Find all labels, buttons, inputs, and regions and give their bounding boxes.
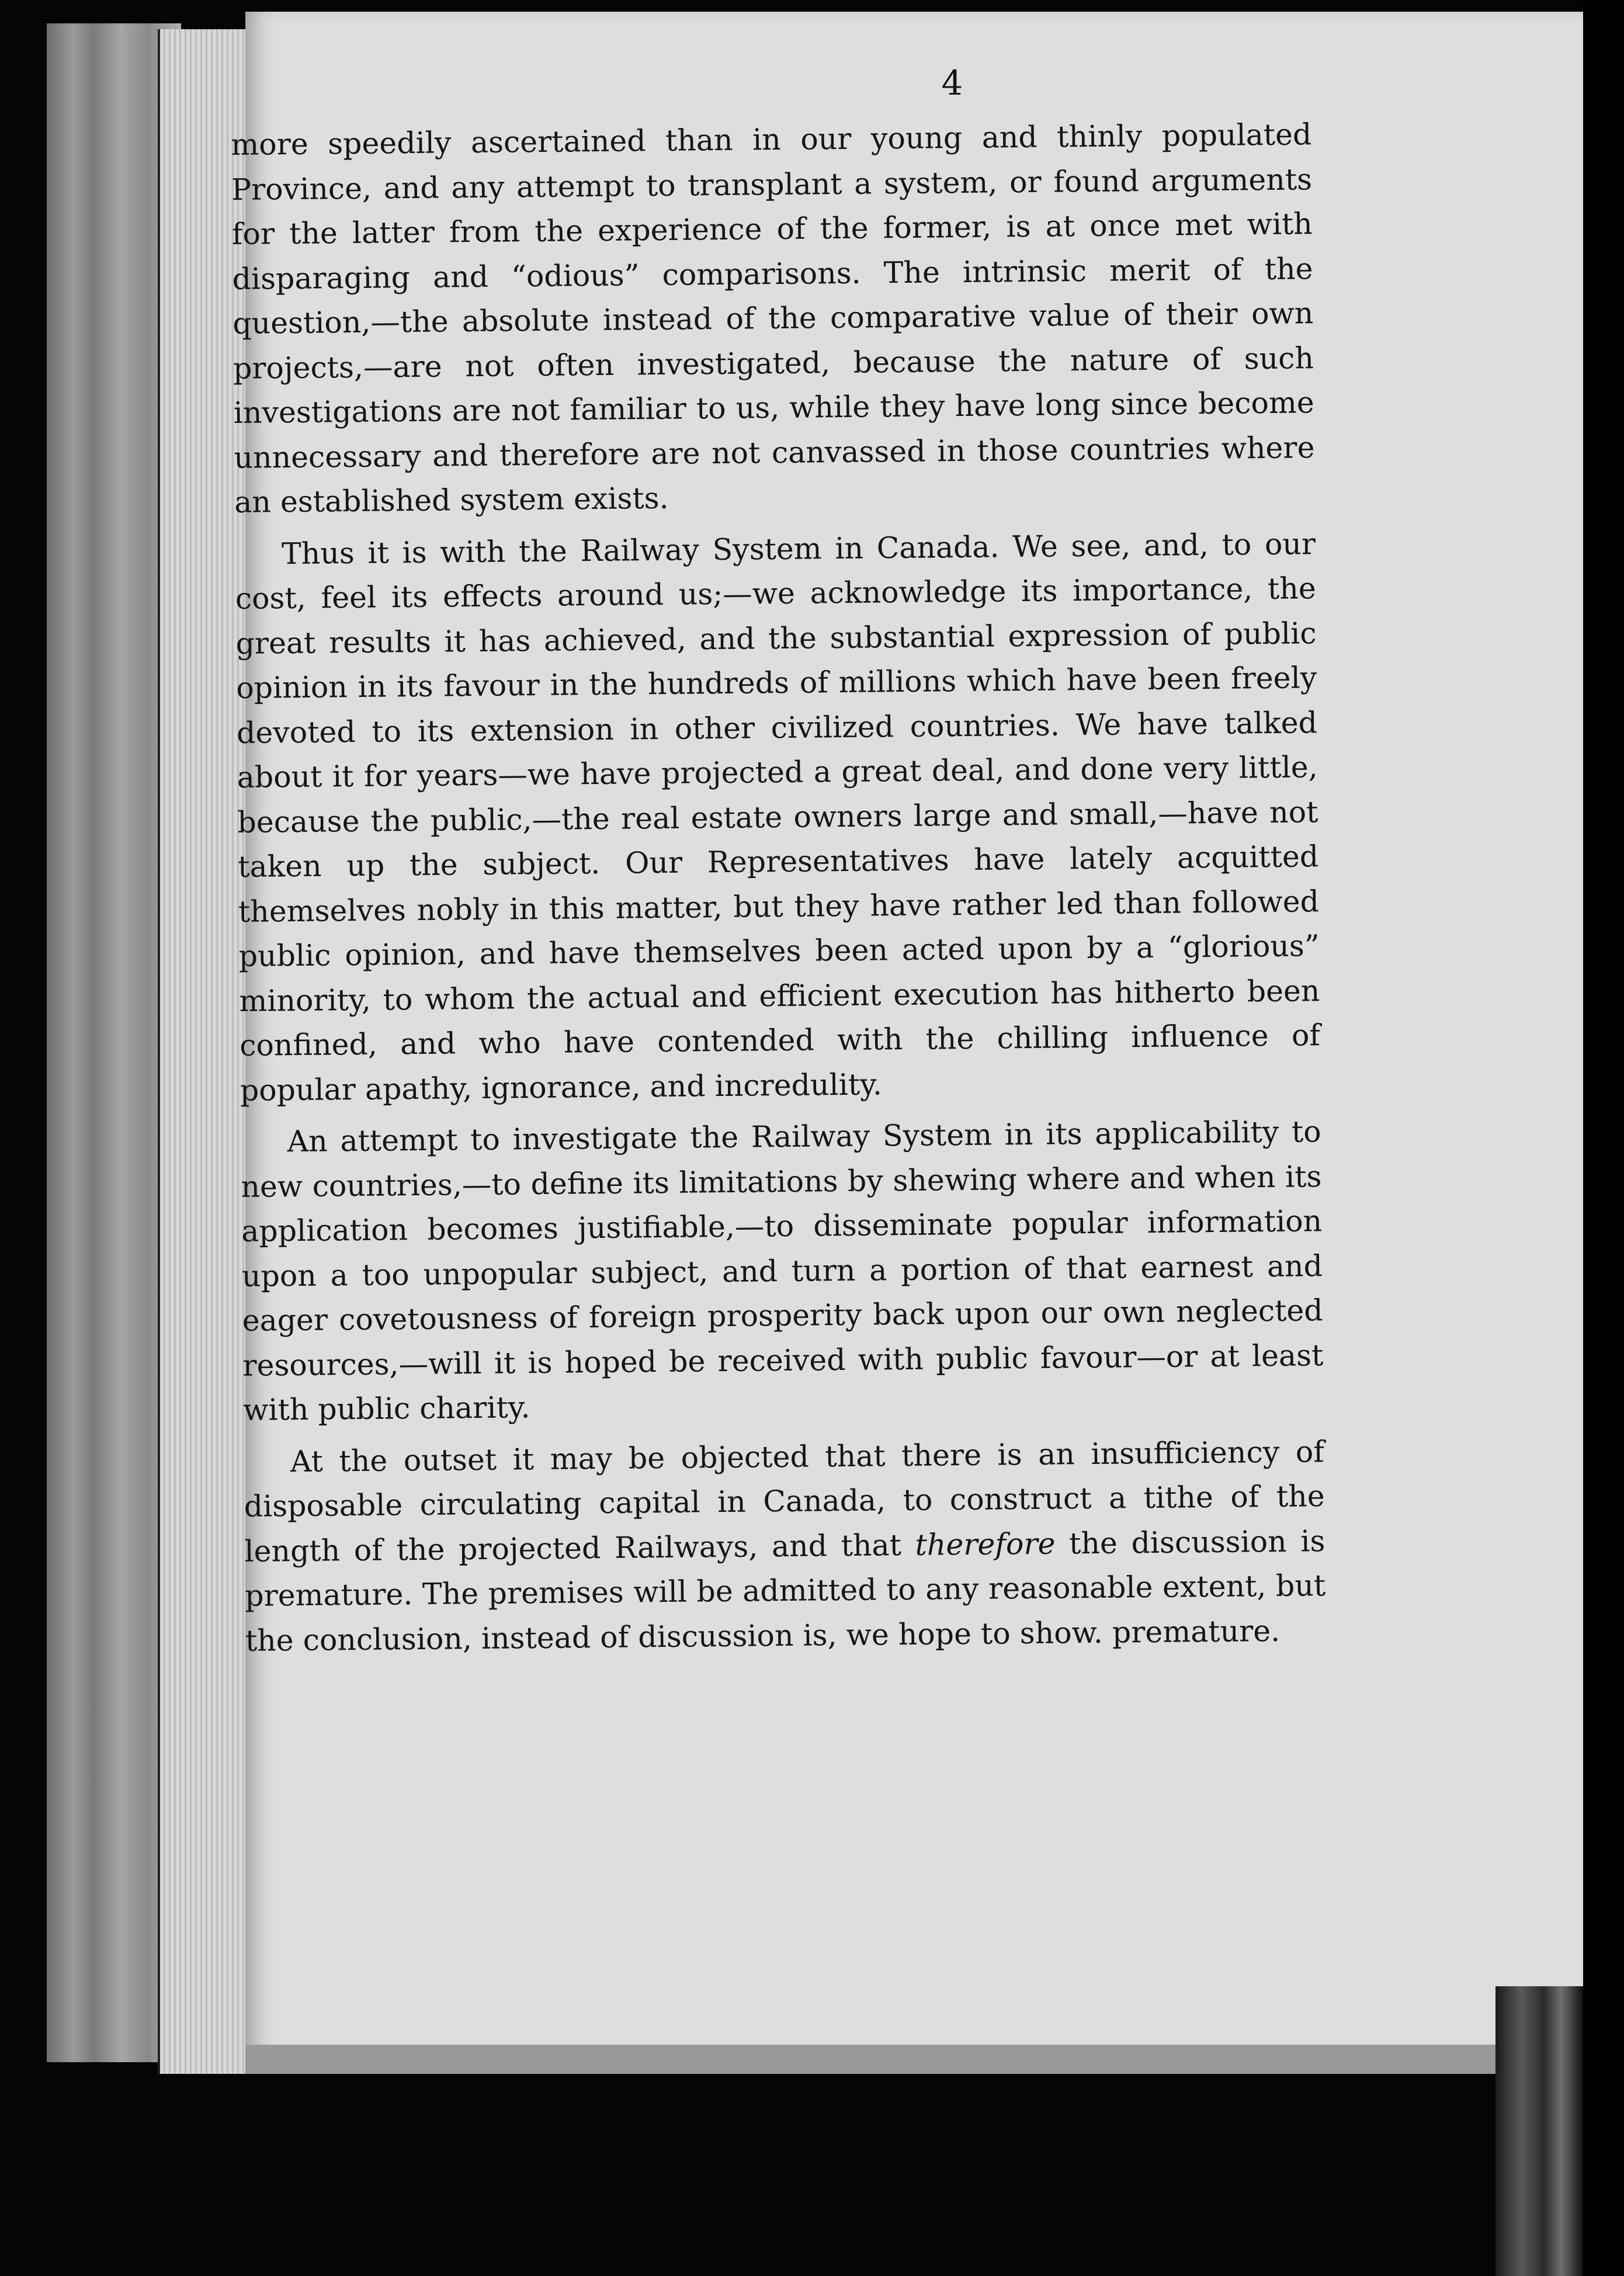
scan-border-right: [1583, 0, 1624, 2276]
paragraph-2: Thus it is with the Railway System in Canada. We see, and, to our cost, feel its effects around us;—we acknowledge its importance, the great results it has achieved, and the substantial expression of public opinion in its favour in the hundreds of millions which have been freely devoted to its extension in other civilized countries. We have talked about it for years—we have projected a great deal, and done very little, because the public,—the real estate owners large and small,—have not taken up the subject. Our Representatives have lately acquitted themselves nobly in this matter, but they have rather led than followed public opinion, and have themselves been acted upon by a “glorious” minority, to whom the actual and efficient execution has hitherto been confined, and who have contended with the chilling influence of popular apathy, ignorance, and incredulity.: [235, 526, 1321, 1108]
italic-therefore: therefore: [915, 1526, 1056, 1562]
page-number: 4: [941, 63, 963, 103]
binding-strap: [1495, 1986, 1583, 2276]
paragraph-1: more speedily ascertained than in our young and thinly populated Province, and any attempt to transplant a system, or found arguments for the latter from the experience of the former, is at once met with disparaging and “odious” comparisons. The intrinsic merit of the question,—the absolute instead of the comparative value of their own projects,—are not often investigated, because the nature of such investigations are not familiar to us, while they have long since become unnecessary and therefore are not canvassed in those countries where an established system exists.: [231, 117, 1315, 519]
paragraph-4-end: the discussion is premature. The premises will be admitted to any reasonable extent, but the conclusion, instead of discussion is, we hope to show. premature.: [244, 1523, 1326, 1658]
paragraph-4: [244, 1430, 1327, 1663]
paragraph-3: An attempt to investigate the Railway System in its applicability to new countries,—to define its limitations by shewing where and when its application becomes justifiable,—to disseminate popular information upon a too unpopular subject, and turn a portion of that earnest and eager covetousness of foreign prosperity back upon our own neglected resources,—will it is hoped be received with public favour—or at least with public charity.: [241, 1114, 1324, 1427]
page-bottom-edge: [245, 2045, 1542, 2074]
paragraph-4-start: At the outset it may be objected that there is an insufficiency of disposable circulating capital in Canada, to construct a tithe of the length of the projected Railways, and that: [244, 1434, 1325, 1569]
body-text: [231, 112, 1326, 1670]
